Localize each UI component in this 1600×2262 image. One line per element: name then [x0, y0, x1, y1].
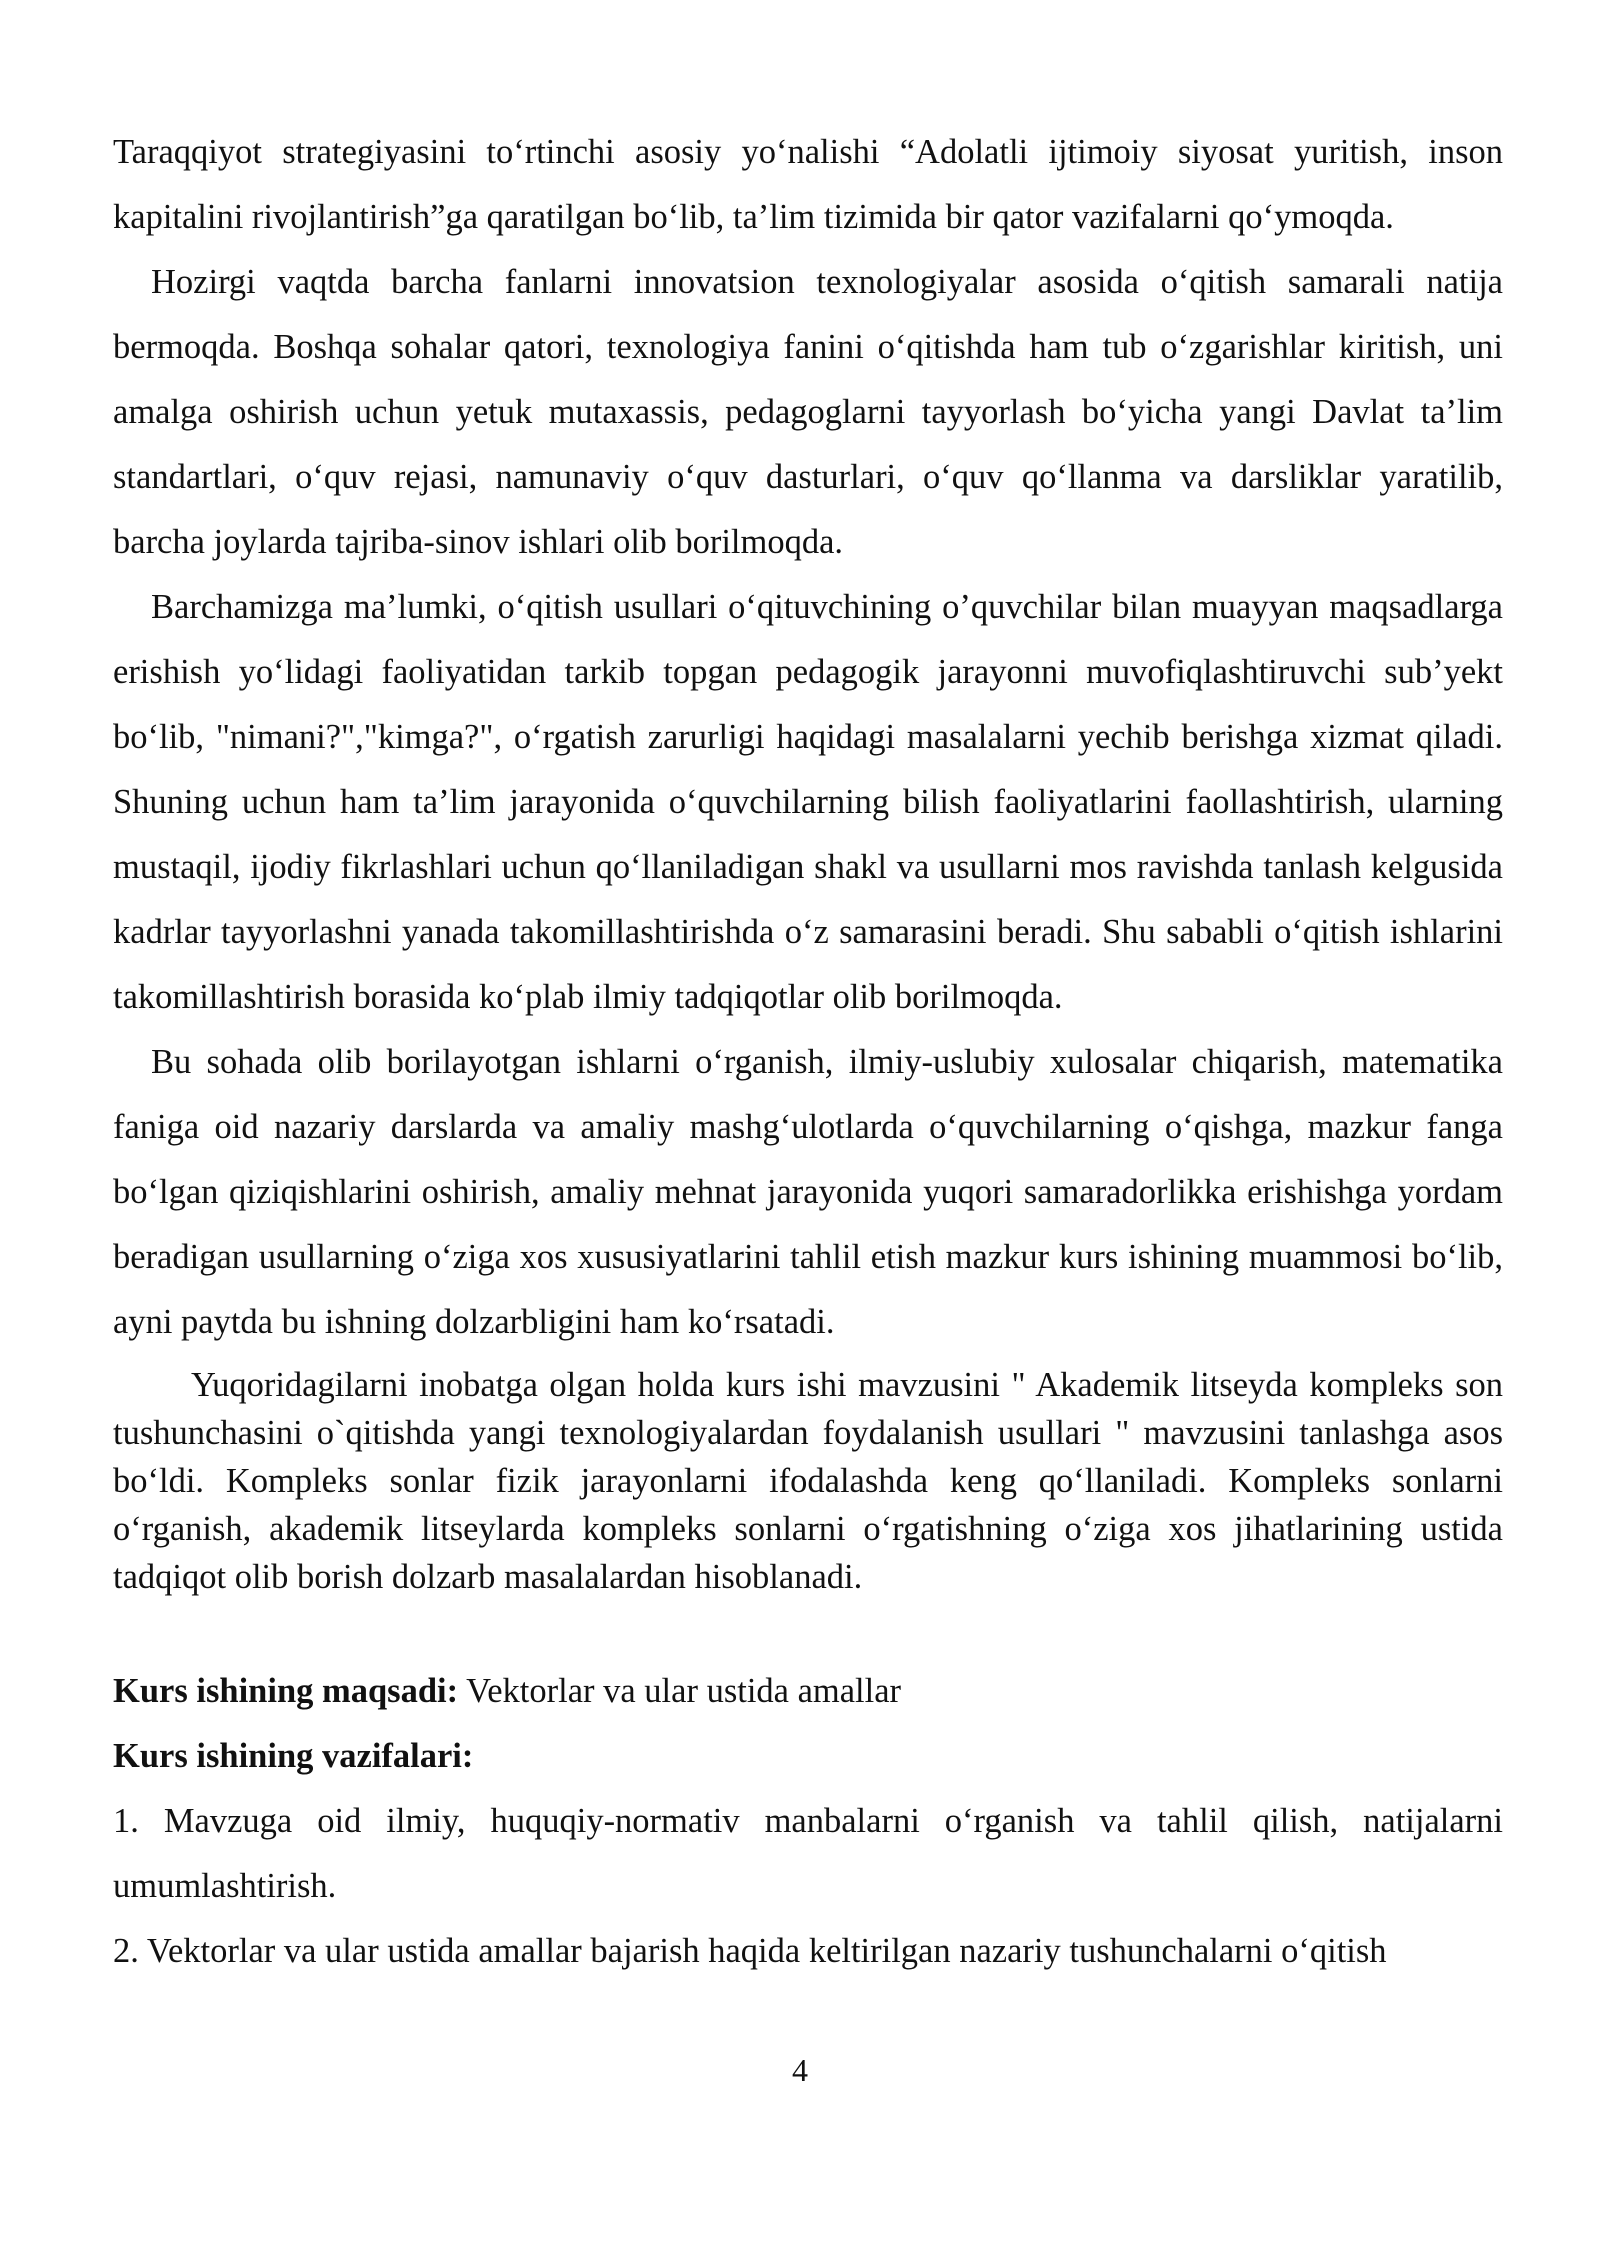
document-body: [113, 120, 1503, 1984]
course-goal: [113, 1659, 1503, 1724]
course-tasks-heading: [113, 1724, 1503, 1789]
task-item: 1. Mavzuga oid ilmiy, huquqiy-normativ manbalarni o‘rganish va tahlil qilish, natijalarni umumlashtirish.: [113, 1802, 1503, 1905]
section-spacer: [113, 1601, 1503, 1659]
paragraph-teaching-methods: Barchamizga ma’lumki, o‘qitish usullari o‘qituvchining o’quvchilar bilan muayyan maqsadlarga erishish yo‘lidagi faoliyatidan tarkib topgan pedagogik jarayonni muvofiqlashtiruvchi sub’yekt bo‘lib, "nimani?","kimga?", o‘rgatish zarurligi haqidagi masalalarni yechib berishga xizmat qiladi. Shuning uchun ham ta’lim jarayonida o‘quvchilarning bilish faoliyatlarini faollashtirish, ularning mustaqil, ijodiy fikrlashlari uchun qo‘llaniladigan shakl va usullarni mos ravishda tanlash kelgusida kadrlar tayyorlashni yanada takomillashtirishda o‘z samarasini beradi. Shu sababli o‘qitish ishlarini takomillashtirish borasida ko‘plab ilmiy tadqiqotlar olib borilmoqda.: [113, 588, 1503, 1016]
task-item: 2. Vektorlar va ular ustida amallar bajarish haqida keltirilgan nazariy tushunchalarni o‘qitish: [113, 1932, 1387, 1970]
course-goal-label: Kurs ishining maqsadi:: [113, 1672, 459, 1710]
paragraph-topic-choice: Yuqoridagilarni inobatga olgan holda kurs ishi mavzusini " Akademik litseyda kompleks son tushunchasini o`qitishda yangi texnologiyalardan foydalanish usullari " mavzusini tanlashga asos bo‘ldi. Kompleks sonlar fizik jarayonlarni ifodalashda keng qo‘llaniladi. Kompleks sonlarni o‘rganish, akademik litseylarda kompleks sonlarni o‘rgatishning o‘ziga xos jihatlarining ustida tadqiqot olib borish dolzarb masalalardan hisoblanadi.: [113, 1366, 1503, 1596]
paragraph-research-relevance: Bu sohada olib borilayotgan ishlarni o‘rganish, ilmiy-uslubiy xulosalar chiqarish, matematika faniga oid nazariy darslarda va amaliy mashg‘ulotlarda o‘quvchilarning o‘qishga, mazkur fanga bo‘lgan qiziqishlarini oshirish, amaliy mehnat jarayonida yuqori samaradorlikka erishishga yordam beradigan usullarning o‘ziga xos xususiyatlarini tahlil etish mazkur kurs ishining muammosi bo‘lib, ayni paytda bu ishning dolzarbligini ham ko‘rsatadi.: [113, 1043, 1503, 1341]
course-tasks-label: Kurs ishining vazifalari:: [113, 1737, 474, 1775]
paragraph-strategy: Taraqqiyot strategiyasini to‘rtinchi asosiy yo‘nalishi “Adolatli ijtimoiy siyosat yuritish, inson kapitalini rivojlantirish”ga qaratilgan bo‘lib, ta’lim tizimida bir qator vazifalarni qo‘ymoqda.: [113, 133, 1503, 236]
course-goal-text: Vektorlar va ular ustida amallar: [458, 1672, 902, 1710]
page-number: 4: [792, 2052, 808, 2088]
paragraph-innovative-technologies: Hozirgi vaqtda barcha fanlarni innovatsion texnologiyalar asosida o‘qitish samarali natija bermoqda. Boshqa sohalar qatori, texnologiya fanini o‘qitishda ham tub o‘zgarishlar kiritish, uni amalga oshirish uchun yetuk mutaxassis, pedagoglarni tayyorlash bo‘yicha yangi Davlat ta’lim standartlari, o‘quv rejasi, namunaviy o‘quv dasturlari, o‘quv qo‘llanma va darsliklar yaratilib, barcha joylarda tajriba-sinov ishlari olib borilmoqda.: [113, 263, 1503, 561]
